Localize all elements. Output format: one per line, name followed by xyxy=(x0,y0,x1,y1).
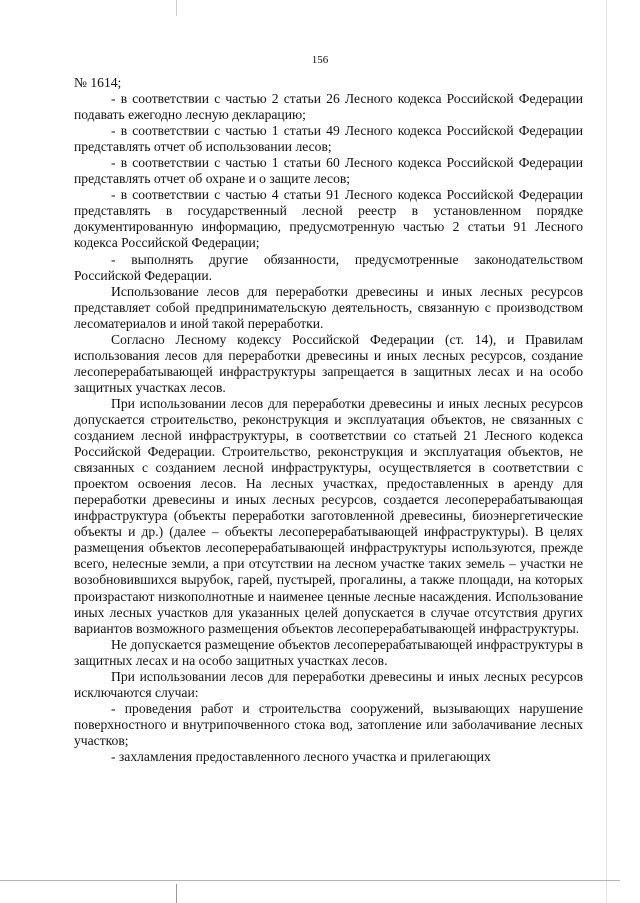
paragraph-list-item: - захламления предоставленного лесного участка и прилегающих xyxy=(111,748,491,764)
scan-mark-bottom xyxy=(176,884,177,903)
paragraph: Согласно Лесному кодексу Российской Федерации (ст. 14), и Правилам использования лесов для переработки древесины и иных лесных ресурсов, создание лесоперерабатывающей инфраструктуры запрещается в защитных лесах и на особо защитных участках лесов. xyxy=(74,331,583,395)
paragraph-list-item: - в соответствии с частью 2 статьи 26 Лесного кодекса Российской Федерации подавать ежегодно лесную декларацию; xyxy=(74,91,583,123)
paragraph: При использовании лесов для переработки древесины и иных лесных ресурсов исключаются случаи: xyxy=(74,668,583,700)
paragraph: Использование лесов для переработки древесины и иных лесных ресурсов представляет собой предпринимательскую деятельность, связанную с производством лесоматериалов и иной такой переработки. xyxy=(74,283,583,331)
paragraph: При использовании лесов для переработки древесины и иных лесных ресурсов допускается строительство, реконструкция и эксплуатация объектов, не связанных с созданием лесной инфраструктуры, в соответствии со статьей 21 Лесного кодекса Российской Федерации. Строительство, реконструкция и эксплуатация объектов, не связанных с созданием лесной инфраструктуры, осуществляется в соответствии с проектом освоения лесов. На лесных участках, предоставленных в аренду для переработки древесины и иных лесных ресурсов, создается лесоперерабатывающая инфраструктура (объекты переработки заготовленной древесины, биоэнергетические объекты и др.) (далее – объекты лесоперерабатывающей инфраструктуры). В целях размещения объектов лесоперерабатывающей инфраструктуры используются, прежде всего, нелесные земли, а при отсутствии на лесном участке таких земель – участки не возобновившихся вырубок, гарей, пустырей, прогалины, а также площади, на которых произрастают низкополнотные и наименее ценные лесные насаждения. Использование иных лесных участков для указанных целей допускается в случае отсутствия других вариантов возможного размещения объектов лесоперерабатывающей инфраструктуры. xyxy=(74,395,583,636)
paragraph-list-item: - в соответствии с частью 4 статьи 91 Лесного кодекса Российской Федерации представлять в государственный лесной реестр в установленном порядке документированную информацию, предусмотренную частью 2 статьи 91 Лесного кодекса Российской Федерации; xyxy=(74,187,583,251)
scan-edge-right xyxy=(606,0,607,903)
paragraph-list-item: - в соответствии с частью 1 статьи 60 Лесного кодекса Российской Федерации представлять отчет об охране и о защите лесов; xyxy=(74,155,583,187)
paragraph-list-item: - проведения работ и строительства сооружений, вызывающих нарушение поверхностного и внутрипочвенного стока вод, затопление или заболачивание лесных участков; xyxy=(74,700,583,748)
document-body xyxy=(74,75,583,765)
page-number: 156 xyxy=(311,54,329,66)
scan-mark-top xyxy=(176,0,177,16)
paragraph: Не допускается размещение объектов лесоперерабатывающей инфраструктуры в защитных лесах и на особо защитных участках лесов. xyxy=(74,636,583,668)
paragraph-continuation: № 1614; xyxy=(74,75,122,90)
paragraph-list-item: - в соответствии с частью 1 статьи 49 Лесного кодекса Российской Федерации представлять отчет об использовании лесов; xyxy=(74,123,583,155)
scan-edge-bottom xyxy=(0,880,620,881)
paragraph-list-item: - выполнять другие обязанности, предусмотренные законодательством Российской Федерации. xyxy=(74,251,583,283)
